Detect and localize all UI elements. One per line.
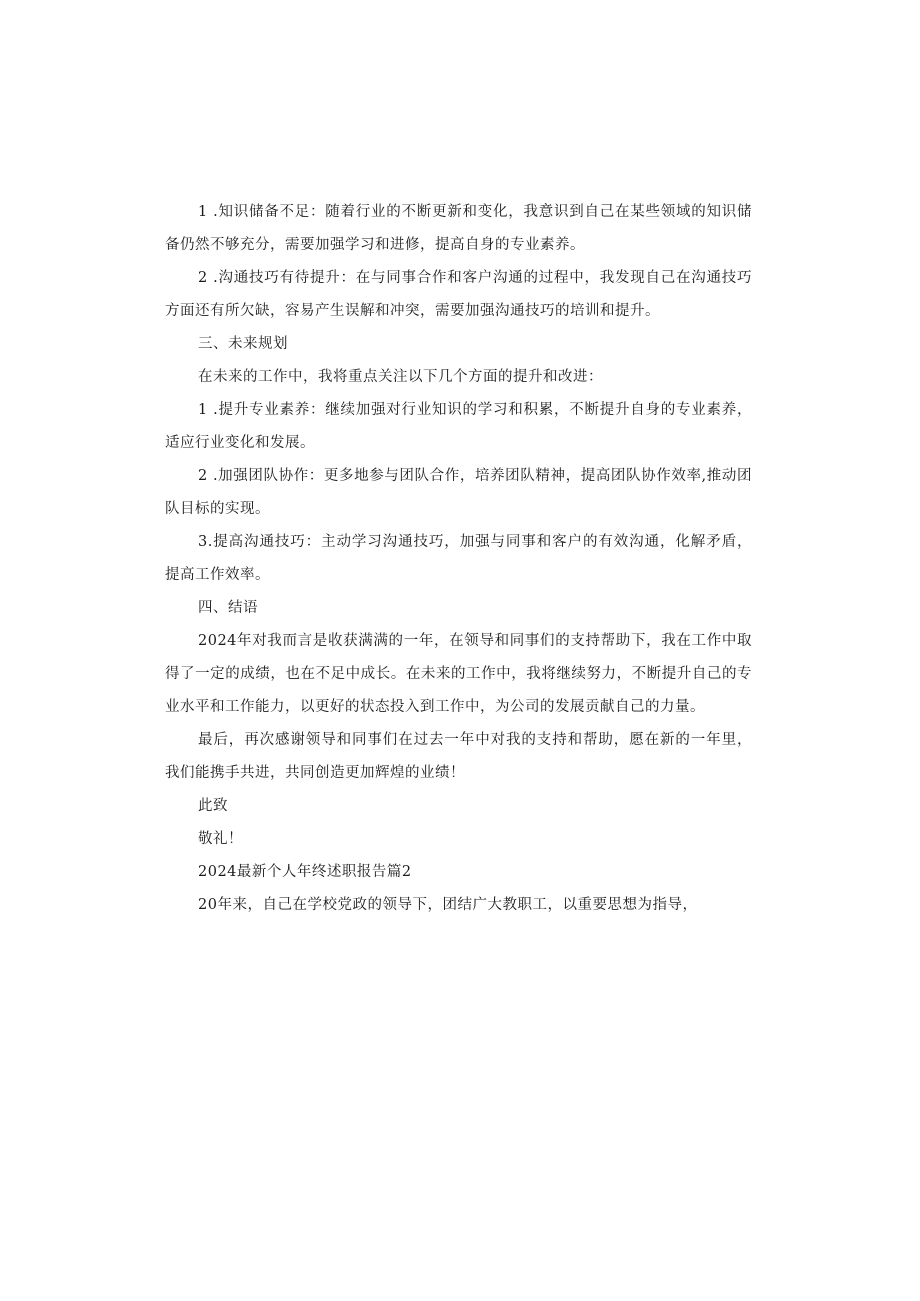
section-heading-conclusion: 四、结语 — [198, 600, 258, 616]
closing-salutation: 此致 — [198, 798, 228, 814]
paragraph-plan-communication: 3.提高沟通技巧：主动学习沟通技巧，加强与同事和客户的有效沟通，化解矛盾，提高工作效率。 — [165, 534, 752, 583]
paragraph-communication-shortfall: 2 .沟通技巧有待提升：在与同事合作和客户沟通的过程中，我发现自己在沟通技巧方面还有所欠缺，容易产生误解和冲突，需要加强沟通技巧的培训和提升。 — [165, 270, 752, 319]
paragraph-conclusion: 2024年对我而言是收获满满的一年，在领导和同事们的支持帮助下，我在工作中取得了一定的成绩，也在不足中成长。在未来的工作中，我将继续努力，不断提升自己的专业水平和工作能力，以更好的状态投入到工作中，为公司的发展贡献自己的力量。 — [165, 633, 752, 715]
document-body — [165, 196, 752, 922]
paragraph-plan-professional: 1 .提升专业素养：继续加强对行业知识的学习和积累，不断提升自身的专业素养，适应行业变化和发展。 — [165, 402, 752, 451]
paragraph-thanks: 最后，再次感谢领导和同事们在过去一年中对我的支持和帮助，愿在新的一年里，我们能携手共进，共同创造更加辉煌的业绩！ — [165, 732, 752, 781]
section-heading-future-plan: 三、未来规划 — [198, 336, 288, 352]
closing-regards: 敬礼！ — [198, 831, 243, 847]
article-title-part2: 2024最新个人年终述职报告篇2 — [198, 864, 412, 880]
paragraph-knowledge-shortfall: 1 .知识储备不足：随着行业的不断更新和变化，我意识到自己在某些领域的知识储备仍然不够充分，需要加强学习和进修，提高自身的专业素养。 — [165, 204, 752, 253]
paragraph-plan-teamwork: 2 .加强团队协作：更多地参与团队合作，培养团队精神，提高团队协作效率,推动团队目标的实现。 — [165, 468, 752, 517]
paragraph-part2-intro: 20年来，自己在学校党政的领导下，团结广大教职工，以重要思想为指导， — [198, 897, 698, 913]
paragraph-future-intro: 在未来的工作中，我将重点关注以下几个方面的提升和改进： — [198, 369, 603, 385]
